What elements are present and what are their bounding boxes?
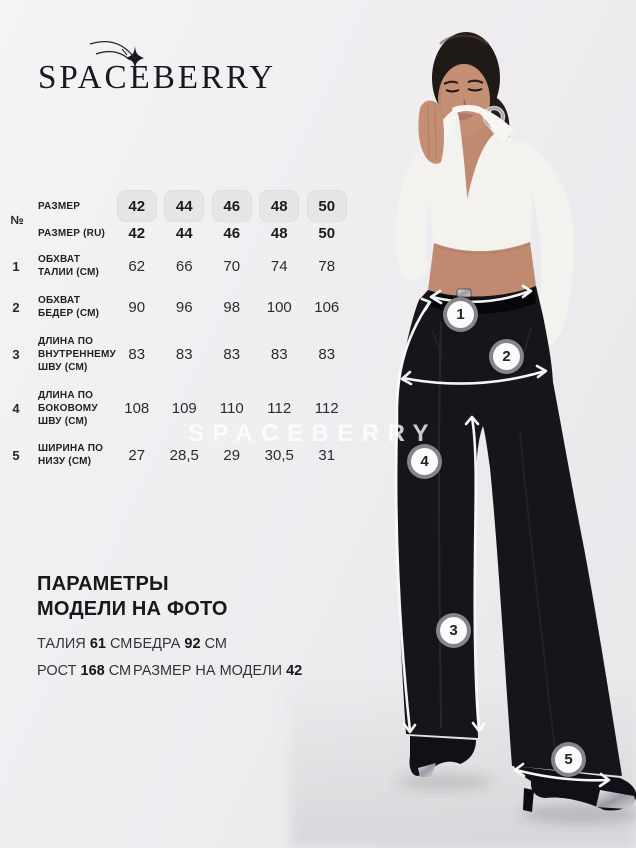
table-cell: 50 — [318, 224, 336, 242]
waist-param: ТАЛИЯ 61 СМ — [37, 636, 133, 652]
table-row-hips — [0, 290, 356, 324]
row-label: ОБХВАТ БЕДЕР (СМ) — [38, 295, 100, 319]
table-cell: 44 — [175, 224, 193, 242]
brand-logo-text: SPACEBERRY — [38, 59, 276, 96]
table-cell: 83 — [175, 345, 193, 363]
params-title-line1: ПАРАМЕТРЫ — [37, 573, 169, 595]
table-row-inseam — [0, 333, 356, 375]
table-row-waist — [0, 249, 356, 283]
table-cell: 30,5 — [264, 446, 294, 464]
measure-marker-2 — [489, 339, 524, 374]
table-cell: 108 — [124, 399, 150, 417]
table-cell: 70 — [223, 257, 241, 275]
params-line-1 — [37, 636, 227, 652]
marker-number: 5 — [564, 751, 573, 768]
table-cell: 110 — [219, 399, 244, 417]
row-label: РАЗМЕР (RU) — [38, 227, 106, 239]
table-cell: 109 — [171, 399, 197, 417]
measure-marker-1 — [443, 297, 478, 332]
measure-marker-3 — [436, 613, 471, 648]
measure-marker-4 — [407, 444, 442, 479]
table-cell: 112 — [267, 399, 292, 417]
hips-param: БЕДРА 92 СМ — [133, 636, 227, 652]
table-cell: 42 — [128, 224, 146, 242]
table-cell: 90 — [128, 298, 146, 316]
table-cell: 31 — [318, 446, 336, 464]
marker-number: 4 — [420, 453, 429, 470]
measure-marker-5 — [551, 742, 586, 777]
table-cell: 98 — [223, 298, 241, 316]
params-title-line2: МОДЕЛИ НА ФОТО — [37, 598, 228, 620]
table-cell: 96 — [175, 298, 193, 316]
row-number: 4 — [12, 400, 20, 416]
table-cell: 83 — [270, 345, 288, 363]
row-label: ДЛИНА ПО БОКОВОМУ ШВУ (СМ) — [38, 389, 98, 427]
size-column-header: 50 — [307, 190, 347, 222]
table-cell: 78 — [318, 257, 336, 275]
table-cell: 48 — [270, 224, 288, 242]
table-cell: 27 — [128, 446, 146, 464]
table-cell: 83 — [128, 345, 146, 363]
row-number: 3 — [12, 346, 20, 362]
table-cell: 28,5 — [169, 446, 199, 464]
model-params-block — [37, 572, 367, 679]
table-cell: 112 — [314, 399, 339, 417]
row-number: 2 — [12, 299, 20, 315]
marker-number: 2 — [502, 348, 511, 365]
table-cell: 62 — [128, 257, 146, 275]
model-figure — [396, 32, 636, 812]
table-cell: 100 — [266, 298, 292, 316]
size-column-header: 48 — [259, 190, 299, 222]
row-number: 5 — [12, 447, 20, 463]
size-table — [0, 0, 370, 500]
size-column-header: 46 — [212, 190, 252, 222]
size-column-header: 42 — [117, 190, 157, 222]
marker-number: 1 — [456, 306, 465, 323]
row-label: РАЗМЕР — [38, 200, 81, 212]
table-cell: 74 — [270, 257, 288, 275]
marker-number: 3 — [449, 622, 458, 639]
table-row-size-ru — [0, 222, 356, 244]
size-column-header: 44 — [164, 190, 204, 222]
row-label: ДЛИНА ПО ВНУТРЕННЕМУ ШВУ (СМ) — [38, 335, 116, 373]
table-row-size — [0, 189, 356, 223]
table-cell: 83 — [223, 345, 241, 363]
model-size-param: РАЗМЕР НА МОДЕЛИ 42 — [133, 663, 303, 679]
table-cell: 46 — [223, 224, 241, 242]
brand-watermark: SPACEBERRY — [188, 420, 438, 447]
number-column-header: № — [10, 213, 24, 227]
height-param: РОСТ 168 СМ — [37, 663, 132, 679]
table-cell: 29 — [223, 446, 241, 464]
params-title — [37, 572, 367, 622]
table-cell: 66 — [175, 257, 193, 275]
table-row-outseam — [0, 387, 356, 429]
table-cell: 83 — [318, 345, 336, 363]
params-line-2 — [37, 663, 302, 679]
row-label: ОБХВАТ ТАЛИИ (СМ) — [38, 254, 100, 278]
shoe-shadow-left — [396, 773, 492, 791]
row-number: 1 — [12, 258, 20, 274]
table-row-hem-width — [0, 440, 356, 470]
table-cell: 106 — [314, 298, 340, 316]
row-label: ШИРИНА ПО НИЗУ (СМ) — [38, 443, 104, 467]
